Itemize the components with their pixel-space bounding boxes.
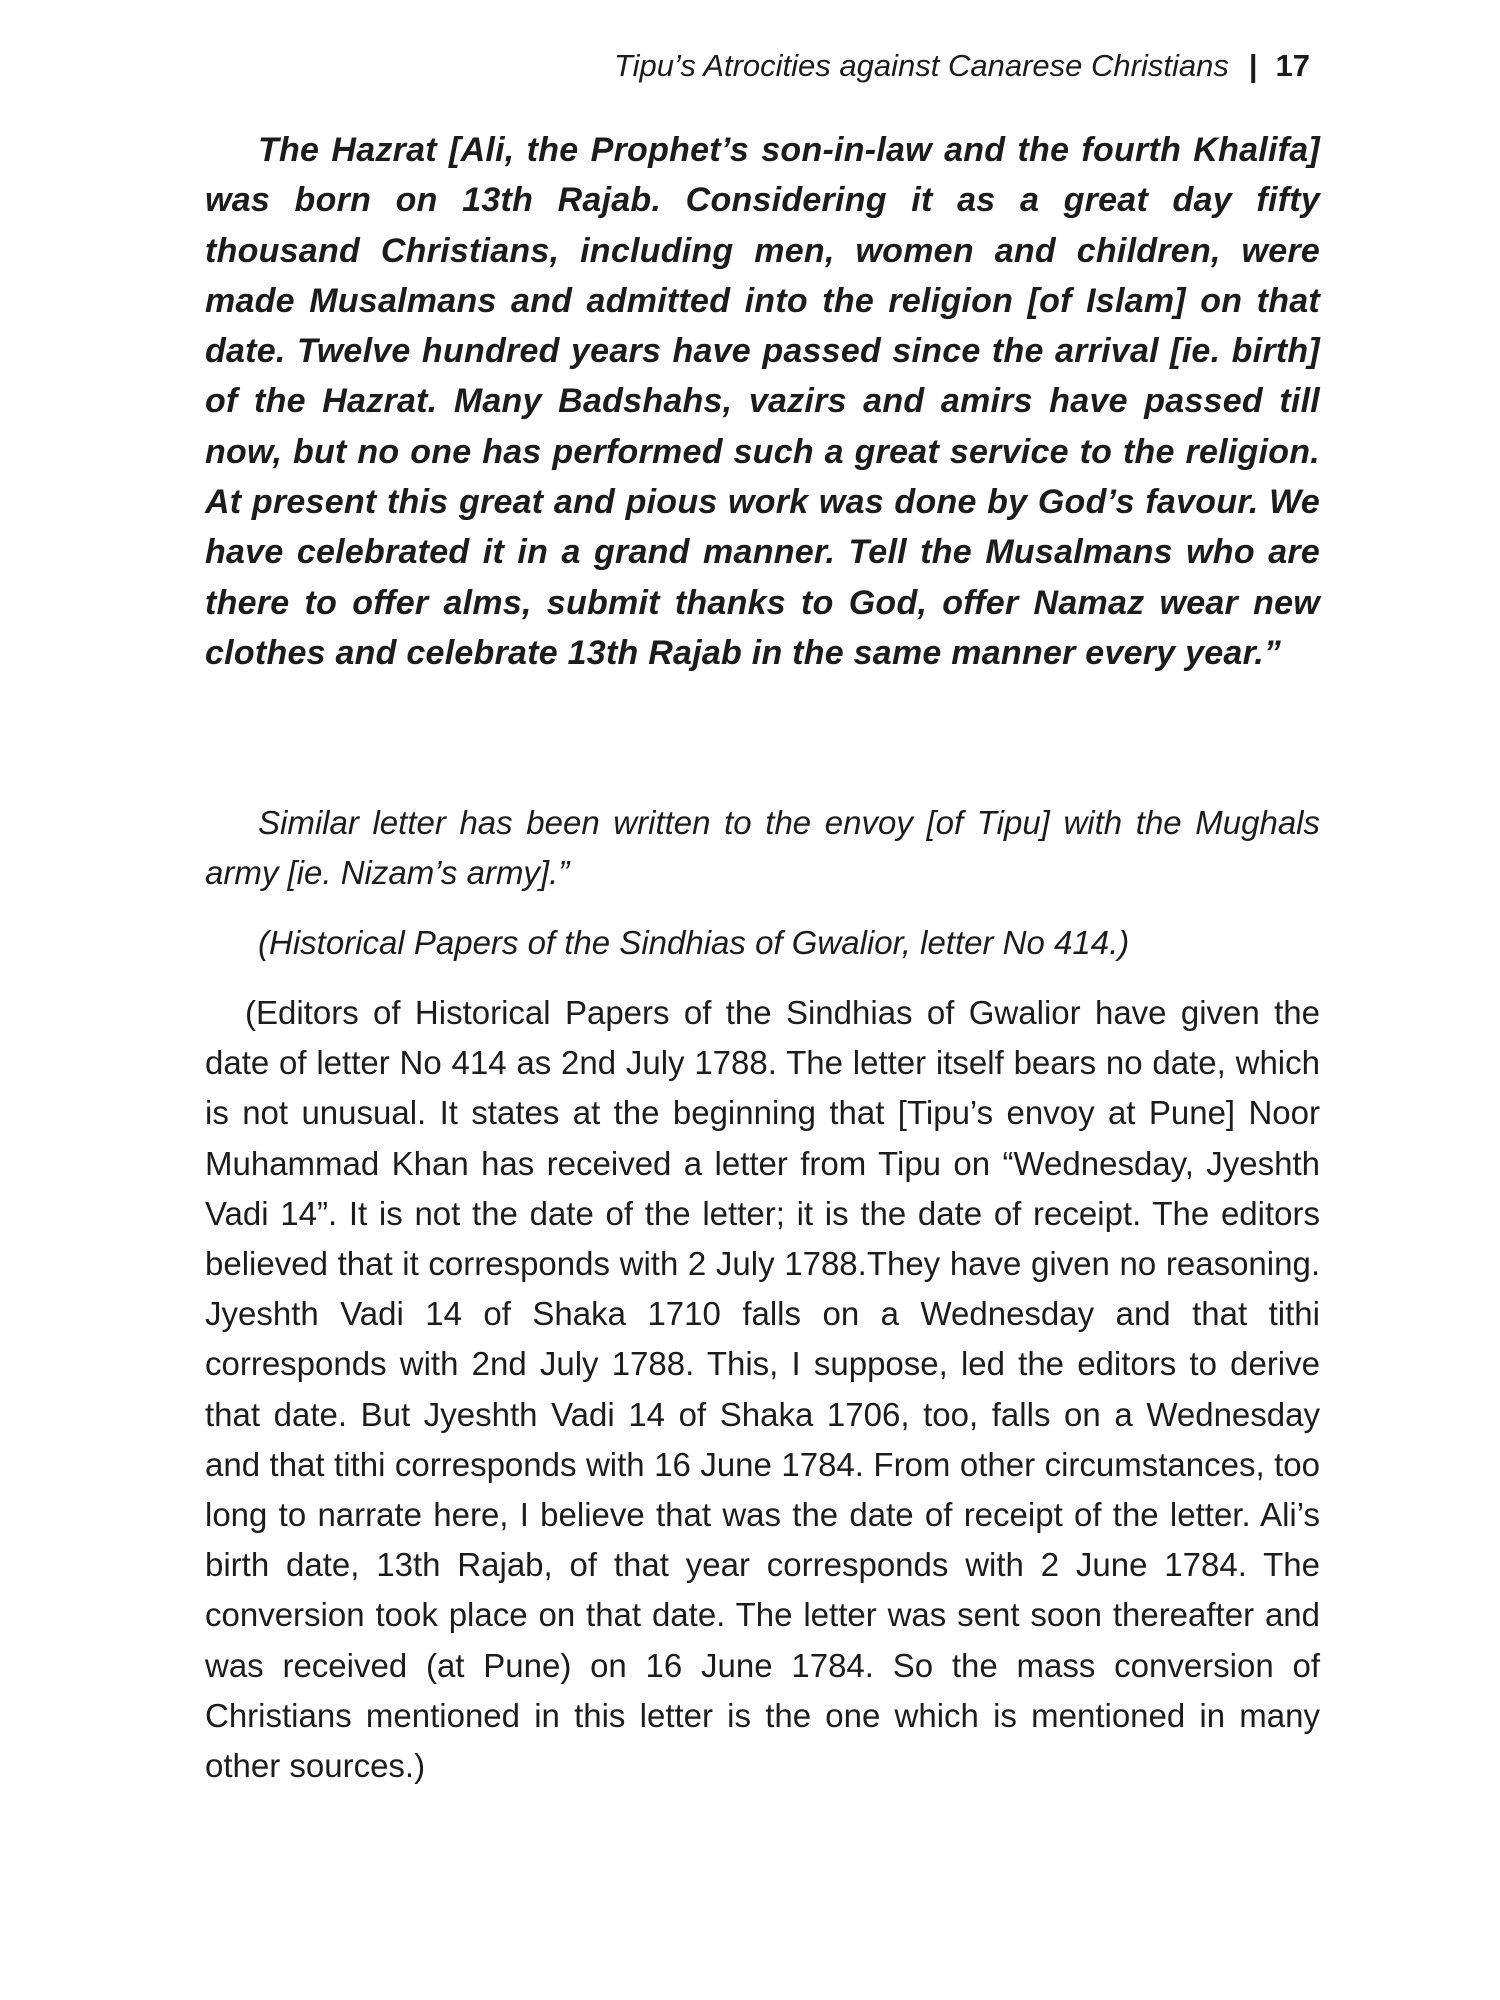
page-number: 17 <box>1275 48 1310 83</box>
running-header <box>614 44 1310 88</box>
header-separator: | <box>1248 48 1258 83</box>
source-citation: (Historical Papers of the Sindhias of Gwalior, letter No 414.) <box>258 924 1130 961</box>
similar-letter-paragraph: Similar letter has been written to the envoy [of Tipu] with the Mughals army [ie. Nizam’s army].” <box>205 804 1320 891</box>
editors-note-paragraph: (Editors of Historical Papers of the Sindhias of Gwalior have given the date of letter No 414 as 2nd July 1788. The letter itself bears no date, which is not unusual. It states at the beginning that [Tipu’s envoy at Pune] Noor Muhammad Khan has received a letter from Tipu on “Wednesday, Jyeshth Vadi 14”. It is not the date of the letter; it is the date of receipt. The editors believed that it corresponds with 2 July 1788.They have given no reasoning. Jyeshth Vadi 14 of Shaka 1710 falls on a Wednesday and that tithi corresponds with 2nd July 1788. This, I suppose, led the editors to derive that date. But Jyeshth Vadi 14 of Shaka 1706, too, falls on a Wednesday and that tithi corresponds with 16 June 1784. From other circumstances, too long to narrate here, I believe that was the date of receipt of the letter. Ali’s birth date, 13th Rajab, of that year corresponds with 2 June 1784. The conversion took place on that date. The letter was sent soon thereafter and was received (at Pune) on 16 June 1784. So the mass conversion of Christians mentioned in this letter is the one which is mentioned in many other sources.) <box>205 994 1320 1785</box>
quoted-letter-paragraph: The Hazrat [Ali, the Prophet’s son-in-law and the fourth Khalifa] was born on 13th Rajab. Considering it as a great day fifty thousand Christians, including men, women and children, were made Musalmans and admitted into the religion [of Islam] on that date. Twelve hundred years have passed since the arrival [ie. birth] of the Hazrat. Many Badshahs, vazirs and amirs have passed till now, but no one has performed such a great service to the religion. At present this great and pious work was done by God’s favour. We have celebrated it in a grand manner. Tell the Musalmans who are there to offer alms, submit thanks to God, offer Namaz wear new clothes and celebrate 13th Rajab in the same manner every year.” <box>205 131 1320 672</box>
running-title: Tipu’s Atrocities against Canarese Christians <box>613 48 1229 83</box>
